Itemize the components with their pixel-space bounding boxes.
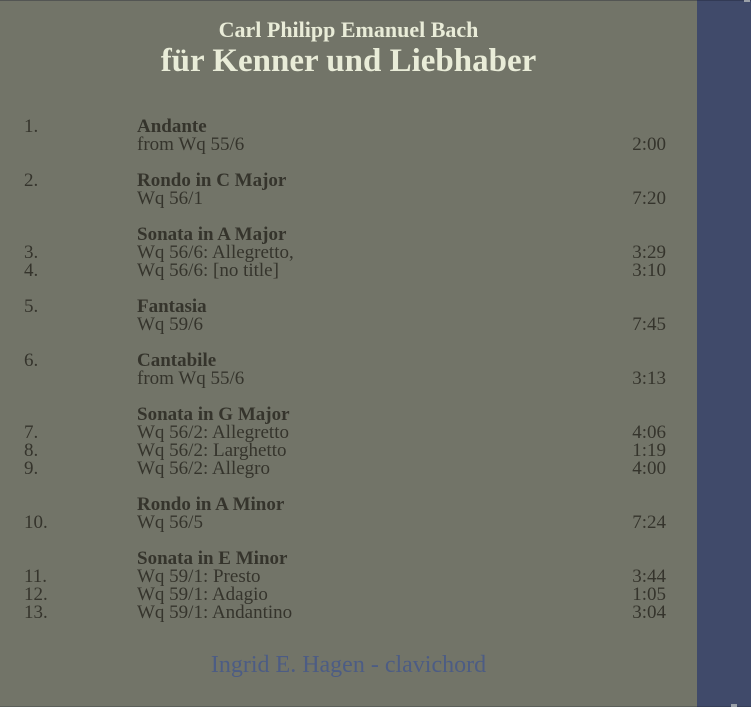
- track-title: Fantasia: [137, 296, 207, 317]
- track-line: [24, 424, 666, 442]
- track-title: Wq 56/2: Allegretto: [137, 422, 289, 443]
- track-line: [24, 586, 666, 604]
- track-duration: 1:19: [632, 440, 666, 461]
- track-title: Rondo in A Minor: [137, 494, 285, 515]
- performer-credit: Ingrid E. Hagen - clavichord: [210, 652, 487, 678]
- track-title: Wq 56/2: Larghetto: [137, 440, 287, 461]
- track-title: Rondo in C Major: [137, 170, 287, 191]
- track-title: Wq 59/1: Presto: [137, 566, 261, 587]
- track-title: Wq 56/1: [137, 188, 203, 209]
- track-list: [0, 118, 697, 640]
- track-group: [24, 406, 666, 478]
- track-line: [24, 172, 666, 190]
- track-duration: 4:06: [632, 422, 666, 443]
- track-group: [24, 118, 666, 154]
- track-duration: 7:20: [632, 188, 666, 209]
- track-title: Wq 56/5: [137, 512, 203, 533]
- track-number: 7.: [24, 422, 39, 443]
- track-number: 13.: [24, 602, 48, 623]
- track-title: Wq 59/1: Andantino: [137, 602, 293, 623]
- track-duration: 3:13: [632, 368, 666, 389]
- track-group: [24, 496, 666, 532]
- track-line: [24, 316, 666, 334]
- track-line: [24, 226, 666, 244]
- track-title: Wq 56/2: Allegro: [137, 458, 270, 479]
- track-title: Sonata in A Major: [137, 224, 287, 245]
- track-line: [24, 604, 666, 622]
- track-number: 3.: [24, 242, 39, 263]
- track-group: [24, 550, 666, 622]
- track-number: [24, 370, 137, 388]
- track-group: [24, 352, 666, 388]
- artist-name: Carl Philipp Emanuel Bach: [218, 17, 479, 42]
- track-title: Cantabile: [137, 350, 217, 371]
- track-group: [24, 226, 666, 280]
- track-number: 2.: [24, 170, 39, 191]
- track-duration: 7:45: [632, 314, 666, 335]
- track-group: [24, 172, 666, 208]
- track-duration: 3:04: [632, 602, 666, 623]
- track-title: Andante: [137, 116, 207, 137]
- track-number: [24, 316, 137, 334]
- track-number: [24, 136, 137, 154]
- track-duration: 3:10: [632, 260, 666, 281]
- track-line: [24, 568, 666, 586]
- track-line: [24, 406, 666, 424]
- track-number: [24, 190, 137, 208]
- track-title: Wq 59/1: Adagio: [137, 584, 268, 605]
- track-title: Wq 59/6: [137, 314, 203, 335]
- track-title: from Wq 55/6: [137, 368, 245, 389]
- track-number: 9.: [24, 458, 39, 479]
- track-line: [24, 514, 666, 532]
- top-right-notch: [744, 0, 750, 2]
- track-number: 11.: [24, 566, 48, 587]
- track-line: [24, 352, 666, 370]
- track-number: 6.: [24, 350, 39, 371]
- track-duration: 1:05: [632, 584, 666, 605]
- track-number: 5.: [24, 296, 39, 317]
- track-line: [24, 550, 666, 568]
- top-edge-line: [0, 0, 751, 1]
- track-title: Sonata in E Minor: [137, 548, 288, 569]
- track-line: [24, 370, 666, 388]
- track-group: [24, 298, 666, 334]
- spine-strip: [697, 0, 751, 707]
- track-line: [24, 442, 666, 460]
- track-number: 10.: [24, 512, 48, 533]
- track-number: 1.: [24, 116, 39, 137]
- track-number: 4.: [24, 260, 39, 281]
- track-number: [24, 226, 137, 244]
- track-duration: 3:44: [632, 566, 666, 587]
- track-number: [24, 406, 137, 424]
- track-line: [24, 298, 666, 316]
- track-duration: 4:00: [632, 458, 666, 479]
- track-number: 12.: [24, 584, 48, 605]
- track-title: from Wq 55/6: [137, 134, 245, 155]
- track-line: [24, 460, 666, 478]
- track-line: [24, 136, 666, 154]
- track-title: Sonata in G Major: [137, 404, 290, 425]
- album-title: für Kenner und Liebhaber: [160, 43, 537, 79]
- track-title: Wq 56/6: [no title]: [137, 260, 279, 281]
- track-duration: 2:00: [632, 134, 666, 155]
- album-header: [0, 0, 697, 79]
- track-line: [24, 262, 666, 280]
- track-duration: 7:24: [632, 512, 666, 533]
- track-line: [24, 118, 666, 136]
- track-line: [24, 244, 666, 262]
- track-duration: 3:29: [632, 242, 666, 263]
- track-line: [24, 496, 666, 514]
- track-number: 8.: [24, 440, 39, 461]
- track-title: Wq 56/6: Allegretto,: [137, 242, 294, 263]
- track-line: [24, 190, 666, 208]
